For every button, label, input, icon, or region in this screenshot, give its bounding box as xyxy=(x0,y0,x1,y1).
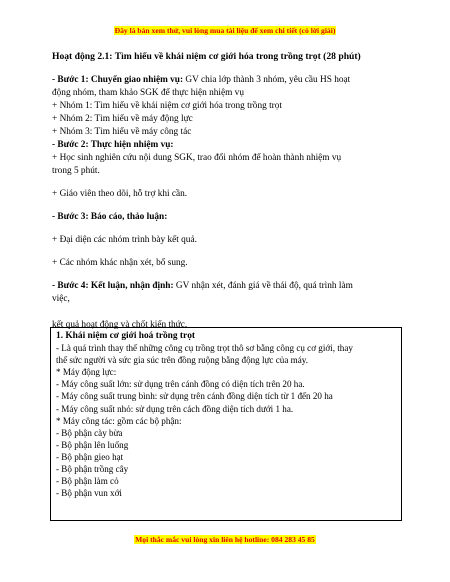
summary-line: * Máy động lực: xyxy=(56,367,117,378)
summary-line: - Máy công suất trung bình: sử dụng trên cánh đồng diện tích từ 1 đến 20 ha xyxy=(56,391,333,402)
summary-line: - Bộ phận trồng cây xyxy=(56,464,129,475)
step4-paragraph xyxy=(52,280,404,293)
summary-line: - Bộ phận làm cỏ xyxy=(56,476,119,487)
step1-text: GV chia lớp thành 3 nhóm, yêu cầu HS hoạt xyxy=(183,75,351,85)
summary-line: - Bộ phận gieo hạt xyxy=(56,451,124,462)
summary-line: thế sức người và sức gia súc trên đồng ruộng bằng động lực của máy. xyxy=(56,355,308,366)
summary-line: - Bộ phận cày bừa xyxy=(56,427,123,438)
summary-line: - Máy công suất lớn: sử dụng trên cánh đồng có diện tích trên 20 ha. xyxy=(56,379,305,390)
step3-label: - Bước 3: Báo cáo, thảo luận: xyxy=(52,212,168,222)
step2-line-1: + Học sinh nghiên cứu nội dung SGK, trao đổi nhóm để hoàn thành nhiệm vụ xyxy=(52,153,342,163)
step2-label: - Bước 2: Thực hiện nhiệm vụ: xyxy=(52,140,174,150)
activity-section xyxy=(52,50,404,332)
summary-box xyxy=(50,327,402,521)
group-3: + Nhóm 3: Tìm hiểu về máy công tác xyxy=(52,127,192,137)
activity-title: Hoạt động 2.1: Tìm hiểu về khái niệm cơ giới hóa trong trồng trọt (28 phút) xyxy=(52,51,361,62)
summary-line: - Máy công suất nhỏ: sử dụng trên cách đồng diện tích dưới 1 ha. xyxy=(56,403,294,414)
step3-line-2: + Các nhóm khác nhận xét, bổ sung. xyxy=(52,258,188,268)
step1-label: - Bước 1: Chuyển giao nhiệm vụ: xyxy=(52,75,184,85)
summary-line: - Bộ phận vun xới xyxy=(56,488,122,499)
step2-line-2: trong 5 phút. xyxy=(52,166,100,176)
summary-line: - Là quá trình thay thế những công cụ trồng trọt thô sơ bằng công cụ cơ giới, thay xyxy=(56,343,353,354)
step4-text-cont: việc, xyxy=(52,294,70,304)
step3-line-1: + Đại diện các nhóm trình bày kết quả. xyxy=(52,235,197,245)
preview-notice xyxy=(0,26,450,36)
summary-line: * Máy công tác: gồm các bộ phận: xyxy=(56,415,182,426)
hotline-notice xyxy=(0,535,450,545)
step4-final: kết quả hoạt động và chốt kiến thức. xyxy=(52,320,188,330)
summary-title: 1. Khái niệm cơ giới hoá trồng trọt xyxy=(56,331,196,341)
step4-label: - Bước 4: Kết luận, nhận định: xyxy=(52,281,174,291)
summary-line: - Bộ phận lên luống xyxy=(56,439,129,450)
group-1: + Nhóm 1: Tìm hiểu về khái niệm cơ giới hóa trong trồng trọt xyxy=(52,101,282,111)
step1-text-cont: động nhóm, tham khảo SGK để thực hiện nhiệm vụ xyxy=(52,88,244,98)
group-2: + Nhóm 2: Tìm hiểu về máy động lực xyxy=(52,114,193,124)
step1-paragraph xyxy=(52,74,404,87)
step4-text: GV nhận xét, đánh giá về thái độ, quá trình làm xyxy=(173,281,353,291)
step2-teacher: + Giáo viên theo dõi, hỗ trợ khi cần. xyxy=(52,189,188,199)
hotline-notice-text: Mọi thắc mắc vui lòng xin liên hệ hotline: 084 283 45 85 xyxy=(135,535,315,544)
preview-notice-text: Đây là bản xem thử, vui lòng mua tài liệu để xem chi tiết (có lời giải) xyxy=(114,26,336,35)
